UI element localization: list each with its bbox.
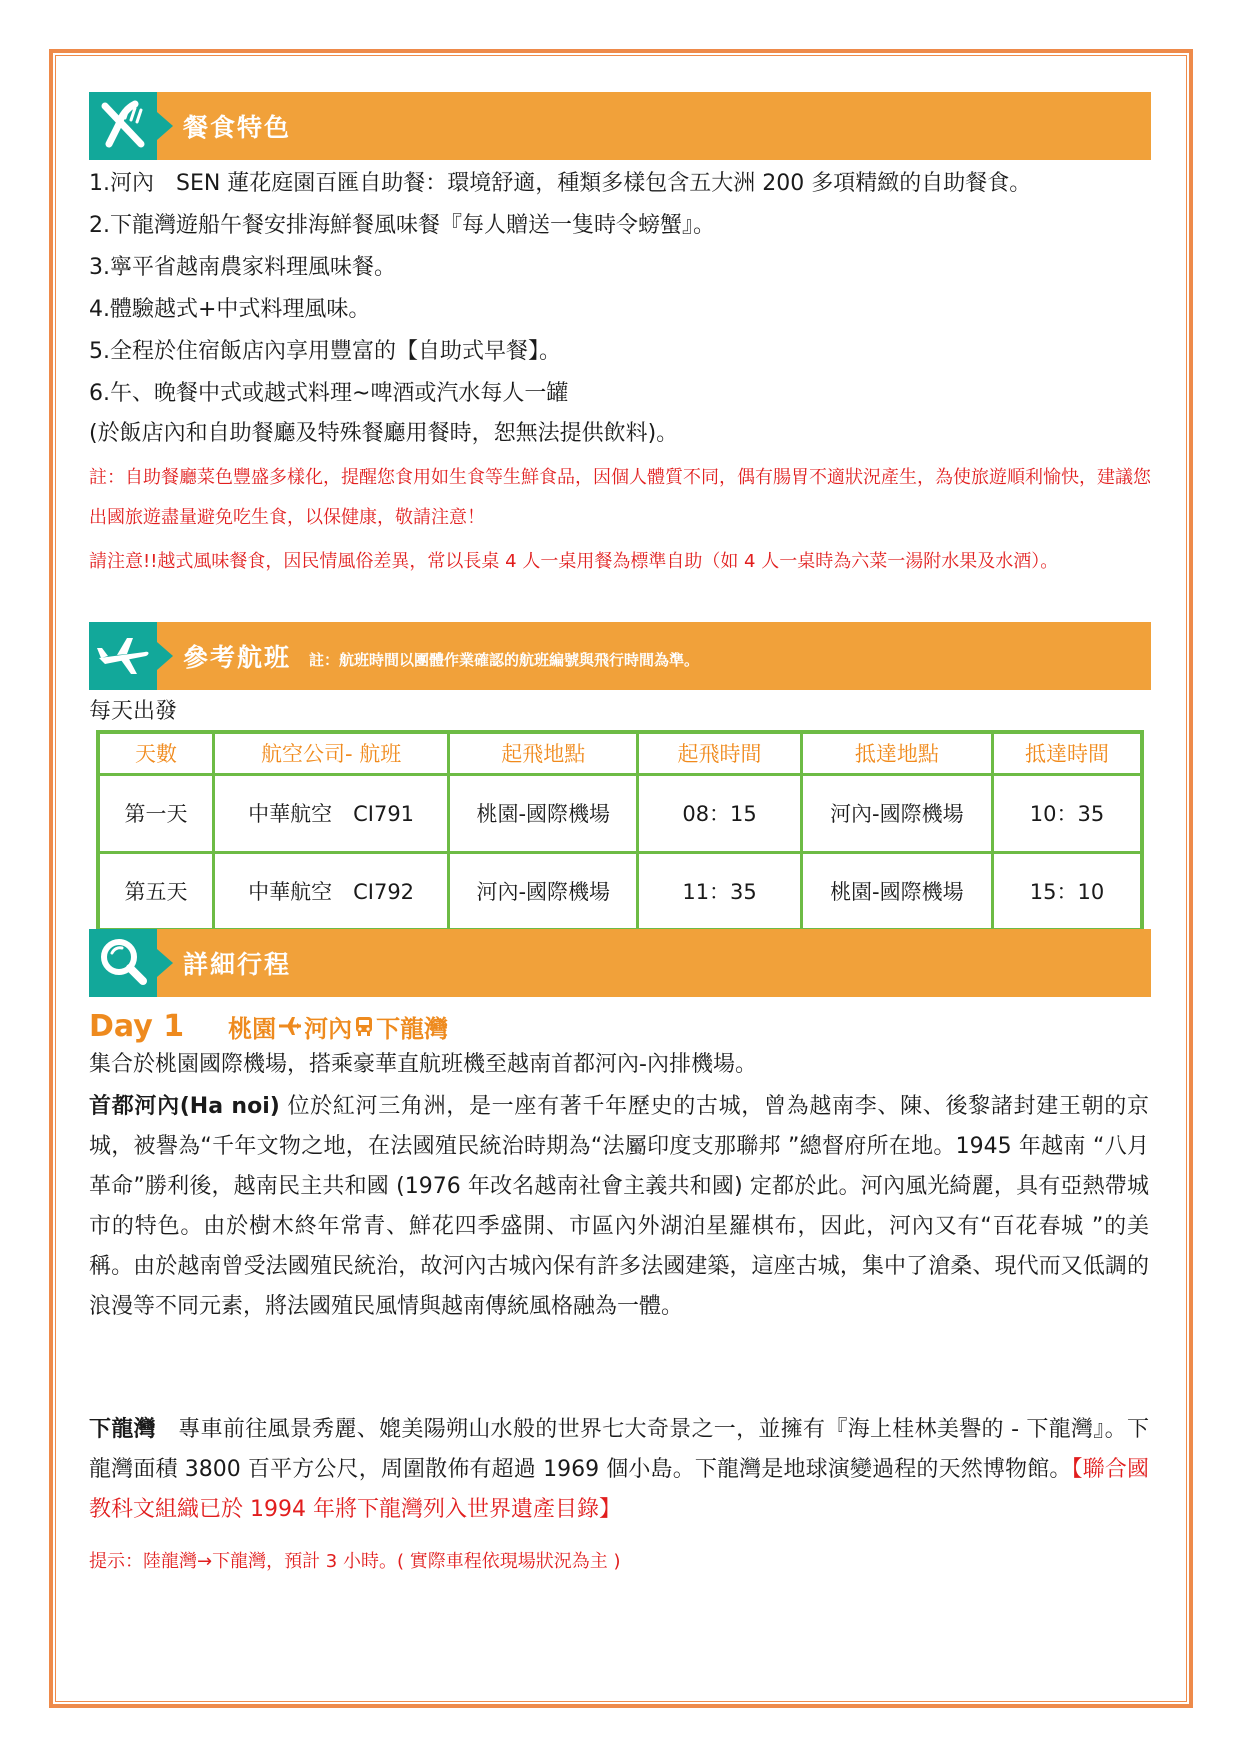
route-stop: 河內 <box>304 1014 353 1043</box>
header-airline: 航空公司- 航班 <box>214 732 449 774</box>
hanoi-description: 位於紅河三角洲，是一座有著千年歷史的古城，曾為越南李、陳、後黎諸封建王朝的京城，被譽為“千年文物之地，在法國殖民統治時期為“法屬印度支那聯邦 ”總督府所在地。1945 年越南 “八月革命”勝利後，越南民主共和國 (1976 年改名越南社會主義共和國) 定都於此。河內風光綺麗，具有亞熱帶城市的特色。由於樹木終年常青、鮮花四季盛開、市區內外湖泊星羅棋布，因此，河內又有“百花春城 ”的美稱。由於越南曾受法國殖民統治，故河內古城內保有許多法國建築，這座古城，集中了滄桑、現代而又低調的浪漫等不同元素，將法國殖民風情與越南傳統風格融為一體。 <box>89 1094 1149 1319</box>
cell-arrival-place: 河內-國際機場 <box>801 774 992 852</box>
flights-caption: 每天出發 <box>89 699 178 724</box>
halong-unesco-note: 【聯合國教科文組織已於 1994 年將下龍灣列入世界遺產目錄】 <box>89 1457 1149 1522</box>
meal-item: 1.河內 SEN 蓮花庭園百匯自助餐：環境舒適，種類多樣包含五大洲 200 多項精緻的自助餐食。 <box>89 171 1032 196</box>
travel-time-tip: 提示：陸龍灣→下龍灣，預計 3 小時。( 實際車程依現場狀況為主 ) <box>89 1551 621 1572</box>
meal-item: 6.午、晚餐中式或越式料理~啤酒或汽水每人一罐 <box>89 381 569 406</box>
flights-note: 註：航班時間以團體作業確認的航班編號與飛行時間為準。 <box>309 650 700 669</box>
day-route <box>228 1009 448 1044</box>
flights-title: 參考航班 <box>183 643 292 672</box>
bus-icon <box>354 1015 374 1037</box>
header-day: 天數 <box>98 732 214 774</box>
cell-departure-time: 11：35 <box>638 852 801 930</box>
header-arrival-time: 抵達時間 <box>992 732 1142 774</box>
utensils-icon <box>89 92 157 160</box>
cell-departure-time: 08：15 <box>638 774 801 852</box>
itinerary-title: 詳細行程 <box>183 950 292 979</box>
meal-item: 5.全程於住宿飯店內享用豐富的【自助式早餐】。 <box>89 339 561 364</box>
day-intro: 集合於桃園國際機場，搭乘豪華直航班機至越南首都河內-內排機場。 <box>89 1052 757 1077</box>
meal-item: 3.寧平省越南農家料理風味餐。 <box>89 255 396 280</box>
airplane-icon <box>278 1015 302 1037</box>
day-label: Day 1 <box>89 1008 185 1044</box>
cell-day: 第五天 <box>98 852 214 930</box>
meals-title: 餐食特色 <box>183 113 292 142</box>
header-departure-time: 起飛時間 <box>638 732 801 774</box>
magnifier-icon <box>89 929 157 997</box>
cell-departure-place: 桃園-國際機場 <box>449 774 638 852</box>
table-row <box>98 774 1142 852</box>
meal-note-table-size: 請注意!!越式風味餐食，因民情風俗差異，常以長桌 4 人一桌用餐為標準自助（如 4 人一桌時為六菜一湯附水果及水酒）。 <box>89 551 1059 572</box>
meal-note-raw-food: 註：自助餐廳菜色豐盛多樣化，提醒您食用如生食等生鮮食品，因個人體質不同，偶有腸胃不適狀況產生，為使旅遊順利愉快，建議您出國旅遊盡量避免吃生食，以保健康，敬請注意！ <box>89 467 1151 528</box>
meal-item: (於飯店內和自助餐廳及特殊餐廳用餐時，恕無法提供飲料)。 <box>89 421 679 446</box>
halong-heading: 下龍灣 <box>89 1417 156 1442</box>
meal-item: 2.下龍灣遊船午餐安排海鮮餐風味餐『每人贈送一隻時令螃蟹』。 <box>89 213 715 238</box>
cell-airline: 中華航空 CI791 <box>214 774 449 852</box>
section-pointer <box>157 112 173 140</box>
itinerary-section-bar <box>89 929 1151 997</box>
header-arrival-place: 抵達地點 <box>801 732 992 774</box>
cell-departure-place: 河內-國際機場 <box>449 852 638 930</box>
cell-day: 第一天 <box>98 774 214 852</box>
header-departure-place: 起飛地點 <box>449 732 638 774</box>
route-stop: 桃園 <box>228 1014 277 1043</box>
cell-arrival-place: 桃園-國際機場 <box>801 852 992 930</box>
route-stop: 下龍灣 <box>376 1014 449 1043</box>
cell-arrival-time: 15：10 <box>992 852 1142 930</box>
flight-table <box>96 730 1144 932</box>
hanoi-paragraph <box>89 1087 1149 1327</box>
section-pointer <box>157 949 173 977</box>
meal-item: 4.體驗越式+中式料理風味。 <box>89 297 371 322</box>
cell-arrival-time: 10：35 <box>992 774 1142 852</box>
day-heading <box>89 1003 448 1049</box>
halong-description: 專車前往風景秀麗、媲美陽朔山水般的世界七大奇景之一，並擁有『海上桂林美譽的 - 下龍灣』。下龍灣面積 3800 百平方公尺，周圍散佈有超過 1969 個小島。下龍灣是地球演變過程的天然博物館。 <box>89 1417 1149 1482</box>
cell-airline: 中華航空 CI792 <box>214 852 449 930</box>
meals-section-bar <box>89 92 1151 160</box>
section-pointer <box>157 642 173 670</box>
table-row <box>98 852 1142 930</box>
airplane-icon <box>89 622 157 690</box>
flights-section-bar <box>89 622 1151 690</box>
table-header-row <box>98 732 1142 774</box>
halong-paragraph <box>89 1410 1149 1530</box>
hanoi-heading: 首都河內(Ha noi) <box>89 1094 280 1119</box>
